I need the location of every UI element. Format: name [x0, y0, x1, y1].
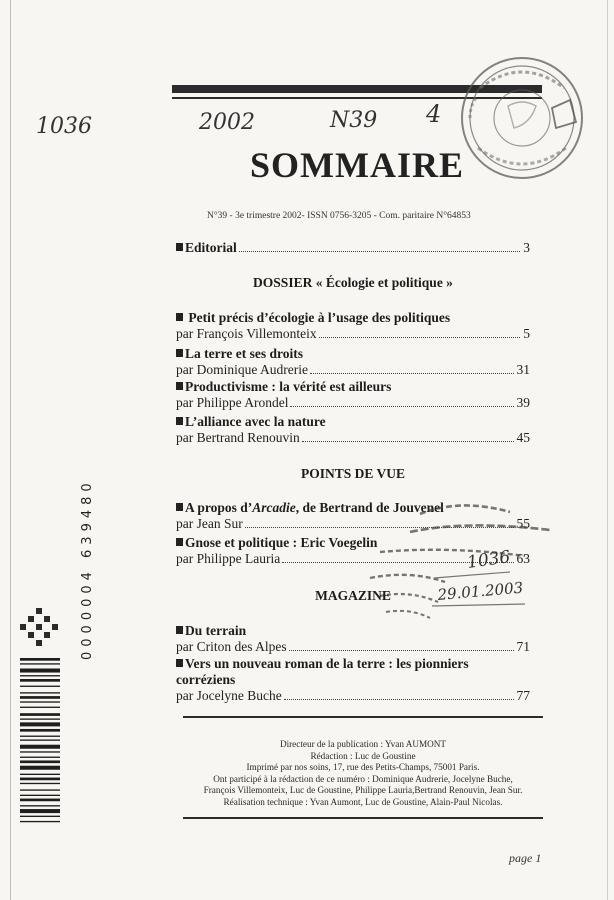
barcode-bar	[20, 686, 60, 687]
barcode-bar	[20, 783, 60, 784]
toc-author: par Jean Sur	[176, 516, 243, 531]
divider-rule-top	[183, 716, 543, 718]
credit-line: Réalisation technique : Yvan Aumont, Luc de Goustine, Alain-Paul Nicolas.	[223, 796, 503, 807]
toc-entry-editorial	[176, 240, 530, 256]
barcode-bar	[20, 745, 60, 749]
credit-line: Directeur de la publication : Yvan AUMONT	[279, 739, 447, 749]
toc-author: par Philippe Arondel	[176, 395, 289, 410]
dot-leader	[239, 251, 520, 252]
handwritten-issue-number: N39	[330, 108, 378, 133]
page-number: 31	[516, 362, 530, 377]
bullet-square-icon	[176, 626, 183, 634]
barcode-bar	[20, 795, 60, 796]
page-number: 71	[516, 639, 530, 654]
barcode-bar	[20, 713, 60, 716]
page-number: 5	[523, 326, 530, 341]
toc-title: Vers un nouveau roman de la terre : les pionniers	[176, 656, 530, 672]
credit-line: François Villemonteix, Luc de Goustine, Philippe Lauria,Bertrand Renouvin, Jean Sur.	[203, 785, 523, 795]
library-registration-stamp	[350, 494, 565, 634]
colophon	[180, 739, 546, 808]
bullet-square-icon	[176, 349, 183, 357]
toc-author: par Philippe Lauria	[176, 551, 281, 566]
toc-title: Productivisme : la vérité est ailleurs	[176, 379, 530, 395]
dot-leader	[284, 699, 514, 700]
barcode-bar	[20, 722, 60, 726]
page-number: 55	[516, 516, 530, 531]
barcode-bar	[20, 718, 60, 719]
dot-leader	[319, 337, 521, 338]
bullet-square-icon	[176, 417, 183, 425]
dot-leader	[310, 373, 514, 374]
barcode-bar	[20, 757, 60, 758]
barcode-bar	[20, 679, 60, 682]
credit-line: Rédaction : Luc de Goustine	[310, 750, 416, 761]
toc-author: par François Villemonteix	[176, 326, 317, 341]
section-heading-dossier: DOSSIER « Écologie et politique »	[253, 275, 453, 290]
toc-author: par Criton des Alpes	[176, 639, 287, 654]
section-heading-magazine: MAGAZINE	[315, 588, 391, 603]
bullet-square-icon	[176, 243, 183, 251]
page-number: 39	[516, 395, 530, 410]
toc-author: par Jocelyne Buche	[176, 688, 282, 703]
toc-title: Petit précis d’écologie à l’usage des politiques	[176, 310, 530, 326]
dot-leader	[289, 650, 514, 651]
page-number: 45	[516, 430, 530, 445]
barcode-bar	[20, 658, 60, 661]
dot-leader	[290, 406, 513, 407]
toc-author: par Bertrand Renouvin	[176, 430, 300, 445]
issue-info: N°39 - 3e trimestre 2002- ISSN 0756-3205 - Com. paritaire N°64853	[207, 211, 471, 221]
dot-leader	[302, 441, 514, 442]
toc-entry	[176, 310, 530, 342]
toc-title: Editorial	[176, 240, 237, 256]
barcode-bar	[20, 701, 60, 702]
toc-entry	[176, 623, 530, 655]
barcode-bar	[20, 809, 60, 813]
page-title: SOMMAIRE	[250, 145, 464, 185]
toc-entry	[176, 656, 530, 704]
toc-title: Gnose et politique : Eric Voegelin	[176, 535, 530, 551]
toc-title: Du terrain	[176, 623, 530, 639]
barcode-bar	[20, 739, 60, 740]
page-edge-right	[607, 0, 608, 900]
handwritten-year: 2002	[199, 110, 255, 135]
library-seal-stamp-top	[452, 48, 592, 188]
barcode-bar	[20, 696, 60, 699]
toc-title-continued: corréziens	[176, 672, 236, 687]
bullet-square-icon	[176, 313, 183, 321]
page-number: 63	[516, 551, 530, 566]
barcode-bar	[20, 789, 60, 790]
barcode-bar	[20, 751, 60, 752]
credit-line: Ont participé à la rédaction de ce numéro : Dominique Audrerie, Jocelyne Buche,	[213, 773, 513, 784]
divider-rule-bottom	[183, 817, 543, 819]
stamp-registration-number: 1036	[465, 547, 512, 573]
barcode-bar	[20, 778, 60, 781]
stamp-registration-date: 29.01.2003	[436, 578, 524, 604]
page-number: 3	[523, 240, 530, 255]
section-heading-points-de-vue: POINTS DE VUE	[300, 466, 406, 481]
handwritten-accession-number: 1036	[36, 114, 92, 139]
toc-title: La terre et ses droits	[176, 346, 530, 362]
page-number-footer: page 1	[509, 851, 542, 865]
bullet-square-icon	[176, 503, 183, 511]
barcode	[14, 606, 64, 831]
toc-title: A propos d’Arcadie, de Bertrand de Jouvenel	[176, 500, 530, 516]
bullet-square-icon	[176, 538, 183, 546]
barcode-bar	[20, 774, 60, 775]
barcode-bar	[20, 675, 60, 676]
toc-title: L’alliance avec la nature	[176, 414, 530, 430]
toc-entry	[176, 379, 530, 411]
barcode-bar	[20, 766, 60, 770]
barcode-bar	[20, 707, 60, 708]
barcode-bar	[20, 669, 60, 673]
barcode-bar	[20, 821, 60, 822]
page-edge-left	[10, 0, 11, 900]
credit-line: Imprimé par nos soins, 17, rue des Petits-Champs, 75001 Paris.	[246, 762, 480, 772]
barcode-bar	[20, 816, 60, 817]
barcode-bar	[20, 729, 60, 732]
barcode-bar	[20, 805, 60, 806]
toc-entry	[176, 414, 530, 446]
barcode-bar	[20, 663, 60, 664]
handwritten-mark: 4	[426, 100, 442, 128]
barcode-bar	[20, 692, 60, 693]
toc-author: par Dominique Audrerie	[176, 362, 308, 377]
barcode-bar	[20, 736, 60, 737]
toc-entry	[176, 346, 530, 378]
bullet-square-icon	[176, 382, 183, 390]
publisher-logo-icon	[20, 608, 58, 646]
page-number: 77	[516, 688, 530, 703]
barcode-bar	[20, 760, 60, 763]
bullet-square-icon	[176, 659, 183, 667]
barcode-bar	[20, 799, 60, 802]
